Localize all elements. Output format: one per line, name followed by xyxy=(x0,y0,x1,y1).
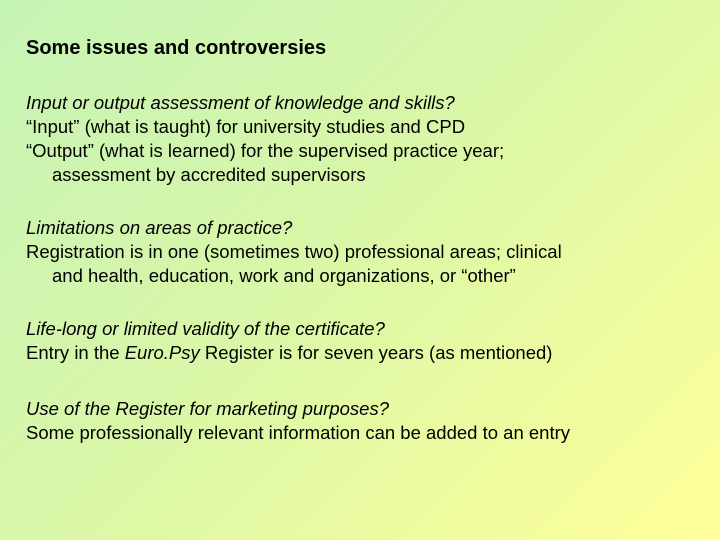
slide-title: Some issues and controversies xyxy=(26,37,327,59)
europsy-emphasis: Euro.Psy xyxy=(124,342,200,363)
answer-prefix: Entry in the xyxy=(26,342,125,363)
issue-answer-continuation: assessment by accredited supervisors xyxy=(52,164,366,185)
issue-assessment xyxy=(26,91,706,187)
issue-answer: Registration is in one (sometimes two) professional areas; clinical xyxy=(26,241,562,262)
answer-suffix: Register is for seven years (as mentioned) xyxy=(199,342,553,363)
issue-question: Limitations on areas of practice? xyxy=(26,217,293,238)
issue-question: Use of the Register for marketing purposes? xyxy=(26,398,389,419)
issue-answer: Some professionally relevant information can be added to an entry xyxy=(26,422,571,443)
issue-question: Input or output assessment of knowledge and skills? xyxy=(26,92,455,113)
issue-answer: “Output” (what is learned) for the supervised practice year; xyxy=(26,140,505,161)
issue-question: Life-long or limited validity of the certificate? xyxy=(26,318,385,339)
issue-answer xyxy=(26,341,706,365)
issue-answer: “Input” (what is taught) for university studies and CPD xyxy=(26,116,466,137)
issue-answer-continuation: and health, education, work and organizations, or “other” xyxy=(52,265,516,286)
issue-practice-areas xyxy=(26,216,706,288)
issue-marketing xyxy=(26,397,706,445)
issue-validity xyxy=(26,317,706,365)
